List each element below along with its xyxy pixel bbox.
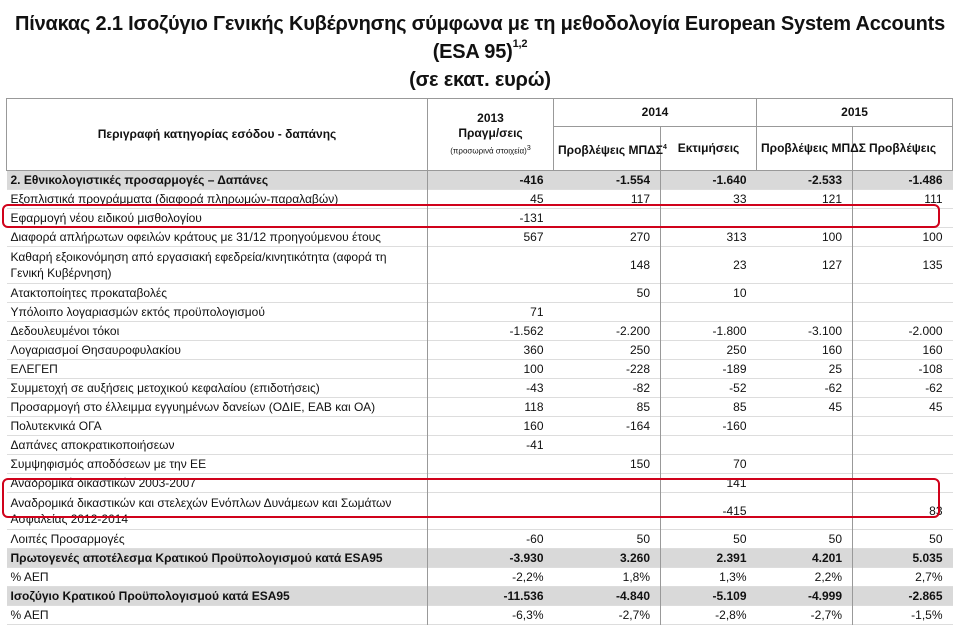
row-value: -82 — [632, 381, 650, 395]
highlight-box-retroactive-pay — [2, 478, 940, 518]
row-value: -189 — [661, 360, 757, 379]
row-value: -2,7% — [810, 608, 843, 622]
row-description: Λογαριασμοί Θησαυροφυλακίου — [10, 343, 181, 357]
title-footnote-ref: 1,2 — [512, 38, 528, 50]
row-value: 85 — [636, 400, 650, 414]
row-value: -1.562 — [428, 322, 554, 341]
label-provisional: (προσωρινά στοιχεία)$^3$ — [450, 144, 531, 156]
row-value: 141 — [661, 474, 757, 493]
row-value: 360 — [428, 341, 554, 360]
row-value: -43 — [428, 379, 554, 398]
row-description: Συμμετοχή σε αυξήσεις μετοχικού κεφαλαίου (επιδοτήσεις) — [10, 381, 320, 395]
row-value: 100 — [428, 360, 554, 379]
row-value — [428, 284, 554, 303]
row-value — [661, 303, 757, 322]
row-value: 1,8% — [622, 570, 650, 584]
row-value: 111 — [853, 190, 953, 209]
row-value: 567 — [428, 228, 554, 247]
row-value: 270 — [629, 230, 650, 244]
row-value: 50 — [828, 532, 843, 546]
year-2013: 2013 — [477, 110, 504, 125]
row-value: 160 — [853, 341, 953, 360]
row-value: 5.035 — [853, 549, 953, 568]
row-value: 2,7% — [853, 568, 953, 587]
row-value: -4.999 — [757, 587, 853, 606]
row-value: -52 — [661, 379, 757, 398]
row-value: 1,3% — [661, 568, 757, 587]
row-value — [853, 284, 953, 303]
row-value: -415 — [661, 493, 757, 530]
row-description: Καθαρή εξοικονόμηση από εργασιακή εφεδρεία/κινητικότητα (αφορά τη Γενική Κυβέρνηση) — [10, 250, 387, 280]
column-header-2014-estimates: Εκτιμήσεις — [661, 127, 757, 171]
row-value — [757, 455, 853, 474]
row-description: Δεδουλευμένοι τόκοι — [10, 324, 120, 338]
row-value: 148 — [629, 258, 650, 272]
row-description: ΕΛΕΓΕΠ — [10, 362, 58, 376]
row-description: % ΑΕΠ — [10, 570, 49, 584]
row-value: 313 — [661, 228, 757, 247]
row-value: -108 — [853, 360, 953, 379]
table-row — [7, 417, 953, 436]
row-description: 2. Εθνικολογιστικές προσαρμογές – Δαπάνες — [7, 171, 428, 190]
row-value: 160 — [821, 343, 843, 357]
row-value — [661, 436, 757, 455]
row-value: -3.930 — [428, 549, 554, 568]
row-value: -11.536 — [428, 587, 554, 606]
column-header-2015-mtfs: Προβλέψεις ΜΠΔΣ — [757, 127, 853, 171]
row-value: 50 — [636, 532, 650, 546]
row-value: -2.533 — [757, 171, 853, 190]
row-value: 50 — [661, 530, 757, 549]
row-value: -1.640 — [661, 171, 757, 190]
table-row — [7, 379, 953, 398]
row-value: 45 — [853, 398, 953, 417]
table-row — [7, 322, 953, 341]
row-value: -6,3% — [428, 606, 554, 625]
row-value: -3.100 — [807, 324, 843, 338]
column-header-2014: 2014 — [554, 99, 757, 127]
row-value: -228 — [625, 362, 650, 376]
row-value: 2.391 — [661, 549, 757, 568]
row-value: -1.800 — [661, 322, 757, 341]
row-value — [853, 436, 953, 455]
row-value — [554, 303, 661, 322]
column-header-2015: 2015 — [757, 99, 953, 127]
row-value: -416 — [428, 171, 554, 190]
row-value: -2.865 — [853, 587, 953, 606]
row-description: Λοιπές Προσαρμογές — [10, 532, 125, 546]
table-row — [7, 606, 953, 625]
row-value: -41 — [428, 436, 554, 455]
column-header-description: Περιγραφή κατηγορίας εσόδου - δαπάνης — [7, 99, 428, 171]
row-value — [853, 455, 953, 474]
row-value: 250 — [661, 341, 757, 360]
row-value: 100 — [853, 228, 953, 247]
row-value: -2,8% — [661, 606, 757, 625]
row-value: -1,5% — [853, 606, 953, 625]
column-header-2015-forecasts: Προβλέψεις — [853, 127, 953, 171]
row-value: -2.000 — [853, 322, 953, 341]
row-value: 23 — [661, 247, 757, 284]
table-row — [7, 360, 953, 379]
row-description: Εφαρμογή νέου ειδικού μισθολογίου — [10, 211, 202, 225]
row-description: Πρωτογενές αποτέλεσμα Κρατικού Προϋπολογισμού κατά ESA95 — [7, 549, 428, 568]
row-value: 121 — [821, 192, 843, 206]
row-value: 2,2% — [814, 570, 843, 584]
row-value: 70 — [661, 455, 757, 474]
row-description: Ισοζύγιο Κρατικού Προϋπολογισμού κατά ESA95 — [7, 587, 428, 606]
row-value — [757, 284, 853, 303]
row-value: 3.260 — [554, 549, 661, 568]
row-value: 10 — [661, 284, 757, 303]
row-value: 33 — [661, 190, 757, 209]
table-row — [7, 530, 953, 549]
row-value — [757, 436, 853, 455]
row-value: -1.486 — [853, 171, 953, 190]
row-value: 45 — [428, 190, 554, 209]
row-value: -2.200 — [615, 324, 650, 338]
table-row — [7, 568, 953, 587]
row-value: 160 — [428, 417, 554, 436]
row-value — [853, 417, 953, 436]
row-value: 135 — [853, 247, 953, 284]
title-line-2 — [0, 38, 960, 66]
row-value: 150 — [629, 457, 650, 471]
table-row — [7, 228, 953, 247]
row-description: Ατακτοποίητες προκαταβολές — [10, 286, 167, 300]
row-description: Εξοπλιστικά προγράμματα (διαφορά πληρωμών-παραλαβών) — [10, 192, 339, 206]
title-units: (σε εκατ. ευρώ) — [409, 69, 551, 91]
row-description: Αναδρομικά δικαστικών και στελεχών Ενόπλων Δυνάμεων και Σωμάτων Ασφαλείας 2012-2014 — [10, 496, 392, 526]
row-value: -4.840 — [554, 587, 661, 606]
row-value: 4.201 — [757, 549, 853, 568]
row-description: Αναδρομικά δικαστικών 2003-2007 — [10, 476, 197, 490]
row-description: Πολυτεκνικά ΟΓΑ — [10, 419, 102, 433]
table-row — [7, 398, 953, 417]
row-value: 45 — [828, 400, 843, 414]
column-header-2014-mtfs: Προβλέψεις ΜΠΔΣ$^4$ — [554, 127, 661, 171]
table-row — [7, 171, 953, 190]
row-value: -62 — [853, 379, 953, 398]
row-value — [428, 455, 554, 474]
title-esa: (ESA 95) — [432, 41, 513, 63]
row-value: 50 — [853, 530, 953, 549]
row-description: Προσαρμογή στο έλλειμμα εγγυημένων δανείων (ΟΔΙΕ, ΕΑΒ και ΟΑ) — [10, 400, 376, 414]
table-row — [7, 341, 953, 360]
row-value: -2,7% — [618, 608, 650, 622]
row-value: -160 — [661, 417, 757, 436]
table-row — [7, 549, 953, 568]
row-value: 50 — [636, 286, 650, 300]
column-header-2013 — [428, 99, 554, 171]
row-value: 25 — [828, 362, 843, 376]
table-row — [7, 455, 953, 474]
row-value: -5.109 — [661, 587, 757, 606]
row-value: -60 — [428, 530, 554, 549]
row-value: 71 — [428, 303, 554, 322]
row-value: -1.554 — [554, 171, 661, 190]
row-value: -62 — [824, 381, 843, 395]
row-value: 85 — [661, 398, 757, 417]
row-description: Δαπάνες αποκρατικοποιήσεων — [10, 438, 175, 452]
row-value: 118 — [428, 398, 554, 417]
table-row — [7, 303, 953, 322]
table-row — [7, 436, 953, 455]
row-value: 117 — [630, 192, 650, 206]
balance-table — [6, 98, 953, 625]
table-body — [7, 171, 953, 625]
row-value — [757, 303, 853, 322]
title-line-1: Πίνακας 2.1 Ισοζύγιο Γενικής Κυβέρνησης σύμφωνα με τη μεθοδολογία European System Accounts — [14, 13, 945, 35]
row-description: Συμψηφισμός αποδόσεων με την ΕΕ — [10, 457, 207, 471]
row-value: 83 — [853, 493, 953, 530]
row-value: 100 — [821, 230, 843, 244]
table-row — [7, 587, 953, 606]
row-value — [554, 436, 661, 455]
row-value: -2,2% — [428, 568, 554, 587]
row-value: 127 — [821, 258, 843, 272]
row-description: Υπόλοιπο λογαριασμών εκτός προϋπολογισμού — [10, 305, 265, 319]
table-row — [7, 284, 953, 303]
table-row — [7, 247, 953, 284]
row-value: -164 — [625, 419, 650, 433]
row-description: % ΑΕΠ — [10, 608, 49, 622]
label-actuals: Πραγμ/σεις — [458, 125, 523, 140]
row-value: 250 — [629, 343, 650, 357]
highlight-box-special-payroll — [2, 204, 940, 228]
row-value — [757, 417, 853, 436]
row-value — [853, 303, 953, 322]
row-value: -131 — [428, 209, 554, 228]
row-value — [428, 247, 554, 284]
row-description: Διαφορά απλήρωτων οφειλών κράτους με 31/12 προηγούμενου έτους — [10, 230, 381, 244]
